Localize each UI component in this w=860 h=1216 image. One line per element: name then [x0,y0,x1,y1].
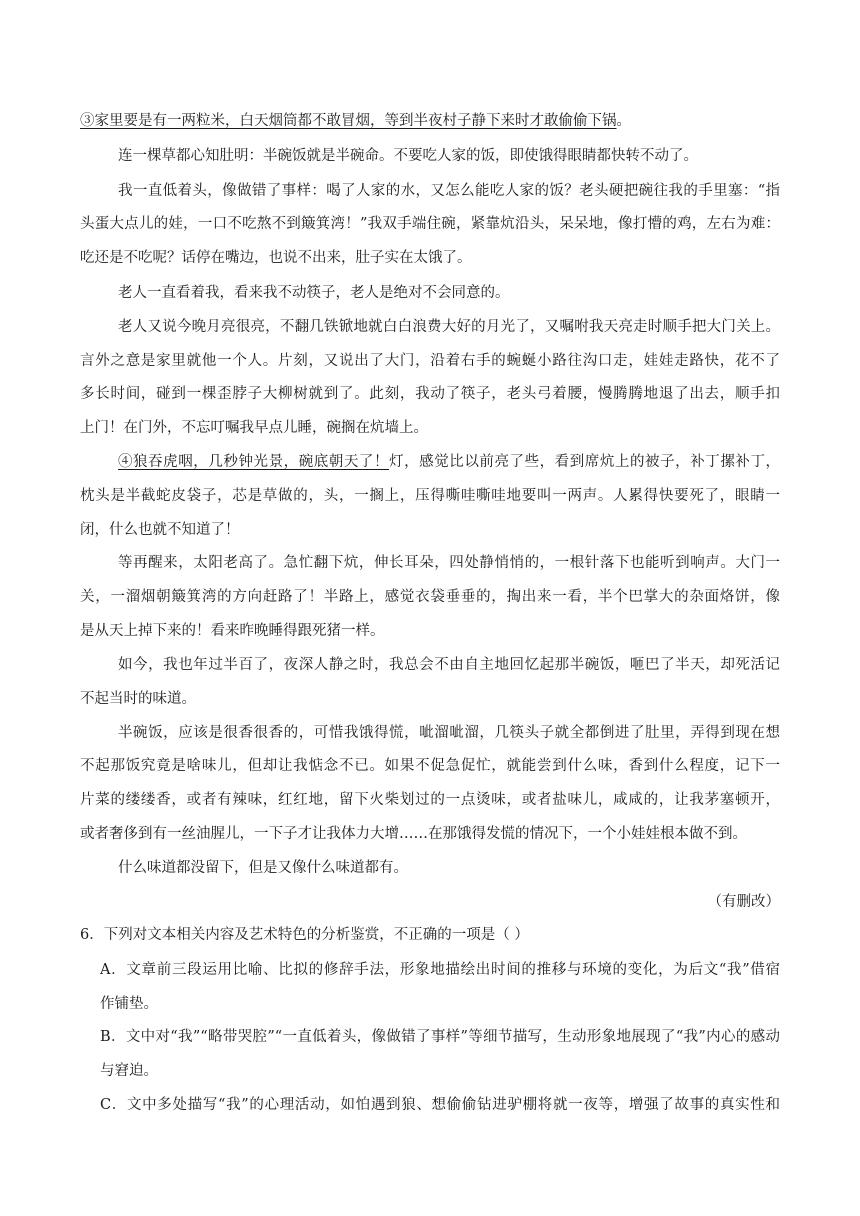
passage-line: 言外之意是家里就他一个人。片刻，又说出了大门，沿着右手的蜿蜒小路往沟口走，娃娃走路快，花不了 [80,353,780,369]
passage-line: 我一直低着头，像做错了事样：喝了人家的水，又怎么能吃人家的饭？老头硬把碗往我的手里塞：“指 [118,183,780,199]
passage-line: 头蛋大点儿的娃，一口不吃熬不到簸箕湾！”我双手端住碗，紧靠炕沿头，呆呆地，像打懵的鸡，左右为难： [80,216,780,232]
passage-line: 片菜的缕缕香，或者有辣味，红红地，留下火柴划过的一点烫味，或者盐味儿，咸咸的，让我茅塞顿开， [80,792,780,808]
option-c-line: C．文中多处描写“我”的心理活动，如怕遇到狼、想偷偷钻进驴棚将就一夜等，增强了故事的真实性和 [100,1097,780,1113]
question-stem: 6．下列对文本相关内容及艺术特色的分析鉴赏，不正确的一项是（ ） [80,927,529,943]
passage-line: 闭，什么也就不知道了！ [80,522,240,538]
passage-line: 关，一溜烟朝簸箕湾的方向赶路了！半路上，感觉衣袋垂垂的，掏出来一看，半个巴掌大的杂面烙饼，像 [80,589,780,605]
passage-line: 半碗饭，应该是很香很香的，可惜我饿得慌，呲溜呲溜，几筷头子就全都倒进了肚里，弄得到现在想 [118,725,780,741]
passage-line: 不起当时的味道。 [80,691,196,707]
passage-line: 多长时间，碰到一棵歪脖子大柳树就到了。此刻，我动了筷子，老头弓着腰，慢腾腾地退了出去，顺手扣 [80,386,780,402]
passage-line: 等再醒来，太阳老高了。急忙翻下炕，伸长耳朵，四处静悄悄的，一根针落下也能听到响声。大门一 [118,555,780,571]
passage-line: 如今，我也年过半百了，夜深人静之时，我总会不由自主地回忆起那半碗饭，咂巴了半天，却死活记 [118,657,780,673]
option-b-line: B．文中对“我”“略带哭腔”“一直低着头，像做错了事样”等细节描写，生动形象地展现了“我”内心的感动 [100,1029,780,1045]
underlined-sentence-4: ④狼吞虎咽，几秒钟光景，碗底朝天了！ [118,454,390,470]
passage-line: 老人又说今晚月亮很亮，不翻几铁锨地就白白浪费大好的月光了，又嘱咐我天亮走时顺手把大门关上。 [118,319,780,335]
source-note: （有删改） [707,894,780,910]
passage-line: 吃还是不吃呢？话停在嘴边，也说不出来，肚子实在太饿了。 [80,250,472,266]
passage-paragraph-4-marked: ④狼吞虎咽，几秒钟光景，碗底朝天了！灯，感觉比以前亮了些，看到席炕上的被子，补丁摞补丁， [118,454,780,470]
passage-paragraph-3-marked: ③家里要是有一两粒米，白天烟筒都不敢冒烟，等到半夜村子静下来时才敢偷偷下锅。 [80,113,631,129]
underlined-sentence-3: ③家里要是有一两粒米，白天烟筒都不敢冒烟，等到半夜村子静下来时才敢偷偷下锅 [80,113,617,129]
passage-paragraph: 老人一直看着我，看来我不动筷子，老人是绝对不会同意的。 [118,285,510,301]
passage-line: 枕头是半截蛇皮袋子，芯是草做的，头，一搁上，压得嘶哇嘶哇地要叫一两声。人累得快要死了，眼睛一 [80,488,780,504]
passage-line: 是从天上掉下来的！看来昨晚睡得跟死猪一样。 [80,623,385,639]
passage-paragraph: 连一棵草都心知肚明：半碗饭就是半碗命。不要吃人家的饭，即使饿得眼睛都快转不动了。 [118,148,698,164]
passage-paragraph: 什么味道都没留下，但是又像什么味道都有。 [118,860,408,876]
passage-line: 上门！在门外，不忘叮嘱我早点儿睡，碗搁在炕墙上。 [80,420,428,436]
option-a-line: A．文章前三段运用比喻、比拟的修辞手法，形象地描绘出时间的推移与环境的变化，为后文“我”借宿 [100,962,780,978]
passage-line: 或者奢侈到有一丝油腥儿，一下子才让我体力大增……在那饿得发慌的情况下，一个小娃娃根本做不到。 [80,826,747,842]
option-a-line: 作铺垫。 [100,996,158,1012]
option-b-line: 与窘迫。 [100,1063,158,1079]
passage-line: 不起那饭究竟是啥味儿，但却让我惦念不已。如果不促急促忙，就能尝到什么味，香到什么程度，记下一 [80,758,780,774]
